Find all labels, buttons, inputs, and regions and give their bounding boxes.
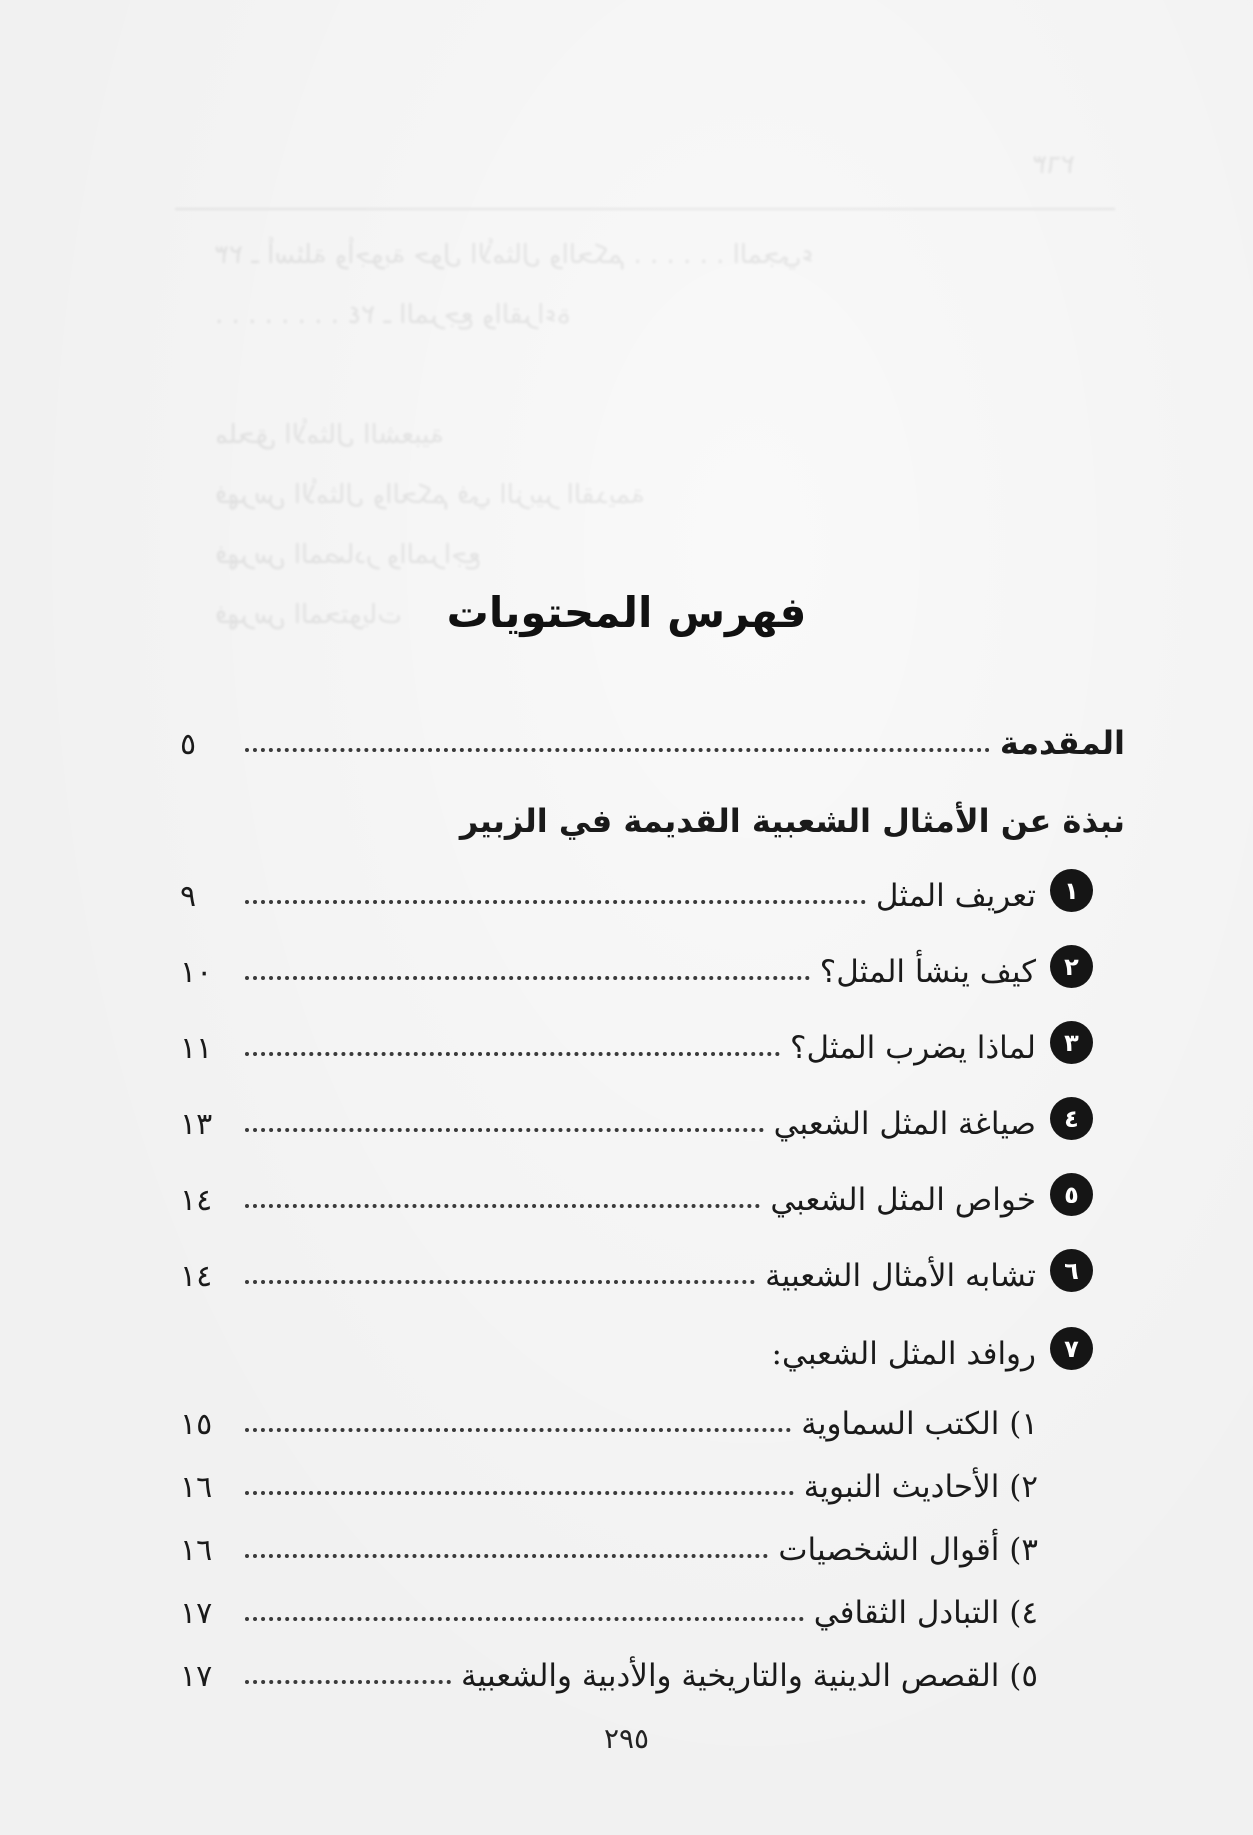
dot-leader (245, 1428, 791, 1432)
toc-subitem-label: ٤) التبادل الثقافي (813, 1595, 1038, 1631)
toc-page-number: ١٠ (180, 955, 213, 990)
toc-subitem-label: ٣) أقوال الشخصيات (778, 1532, 1038, 1568)
page-number: ٢٩٥ (603, 1722, 650, 1755)
number-bullet: ٦ (1050, 1249, 1093, 1292)
toc-item-label: خواص المثل الشعبي (770, 1182, 1036, 1218)
ghost-line: ملحق الأمثال الشعبية (215, 420, 444, 450)
toc-page-number: ١١ (180, 1031, 213, 1066)
number-bullet: ٤ (1050, 1097, 1093, 1140)
toc-subitem (180, 1453, 1038, 1509)
number-bullet: ٢ (1050, 945, 1093, 988)
page-title: فهرس المحتويات (446, 588, 807, 637)
toc-item (180, 1014, 1093, 1070)
toc-item-label: تعريف المثل (875, 878, 1036, 914)
dot-leader (245, 976, 810, 980)
toc-item (180, 938, 1093, 994)
toc-item (180, 1242, 1093, 1298)
toc-page-number: ١٤ (180, 1183, 213, 1218)
ghost-line: ٢٤ ـ المرجع والقراءة . . . . . . . . (215, 300, 571, 330)
toc-item (180, 1090, 1093, 1146)
dot-leader (245, 1554, 768, 1558)
toc-item (180, 1166, 1093, 1222)
toc-item-label: صياغة المثل الشعبي (773, 1106, 1036, 1142)
dot-leader (245, 1204, 760, 1208)
toc-item-label: تشابه الأمثال الشعبية (765, 1258, 1036, 1294)
toc-subitem-label: ٢) الأحاديث النبوية (803, 1469, 1038, 1505)
number-bullet: ١ (1050, 869, 1093, 912)
toc-page-number: ١٤ (180, 1259, 213, 1294)
dot-leader (245, 748, 990, 752)
toc-page-number: ٩ (180, 879, 197, 914)
number-bullet: ٧ (1050, 1327, 1093, 1370)
toc-page-number: ١٦ (180, 1470, 213, 1505)
dot-leader (245, 1491, 794, 1495)
toc-subitem (180, 1390, 1038, 1446)
toc-subitem (180, 1516, 1038, 1572)
toc-subitem-label: ١) الكتب السماوية (801, 1406, 1038, 1442)
ghost-line: فهرس المحتويات (215, 600, 402, 630)
ghost-page-number: ٢٦٣ (1033, 150, 1075, 180)
ghost-header-rule (175, 208, 1115, 210)
dot-leader (245, 1052, 780, 1056)
ghost-line: فهرس الأمثال والحكم في الزبير القديمة (215, 480, 645, 510)
dot-leader (245, 1280, 755, 1284)
dot-leader (245, 1128, 764, 1132)
toc-page-number: ١٦ (180, 1533, 213, 1568)
toc-item-label: لماذا يضرب المثل؟ (789, 1030, 1036, 1066)
toc-item-label: روافد المثل الشعبي: (771, 1336, 1036, 1372)
toc-subitem (180, 1642, 1038, 1698)
ghost-line: فهرس المصادر والمراجع (215, 540, 482, 570)
toc-item (180, 1320, 1093, 1376)
section-heading (180, 788, 1125, 844)
toc-item-label: كيف ينشأ المثل؟ (819, 954, 1036, 990)
toc-page-number: ٥ (180, 727, 197, 762)
dot-leader (245, 1617, 804, 1621)
toc-subitem (180, 1579, 1038, 1635)
toc-page-number: ١٧ (180, 1659, 213, 1694)
toc-entry-label: المقدمة (999, 724, 1125, 762)
section-heading-label: نبذة عن الأمثال الشعبية القديمة في الزبير (459, 802, 1125, 840)
toc-subitem-label: ٥) القصص الدينية والتاريخية والأدبية والشعبية (461, 1658, 1038, 1694)
toc-page-number: ١٧ (180, 1596, 213, 1631)
dot-leader (245, 1680, 451, 1684)
toc-item (180, 862, 1093, 918)
toc-page-number: ١٣ (180, 1107, 213, 1142)
toc-page-number: ١٥ (180, 1407, 213, 1442)
toc-entry-intro (180, 710, 1125, 766)
dot-leader (245, 900, 866, 904)
number-bullet: ٥ (1050, 1173, 1093, 1216)
number-bullet: ٣ (1050, 1021, 1093, 1064)
ghost-line: ٢٣ ـ أسئلة وأجوبة حول الأمثال والحكم . . . . . . المجيء (215, 240, 814, 270)
